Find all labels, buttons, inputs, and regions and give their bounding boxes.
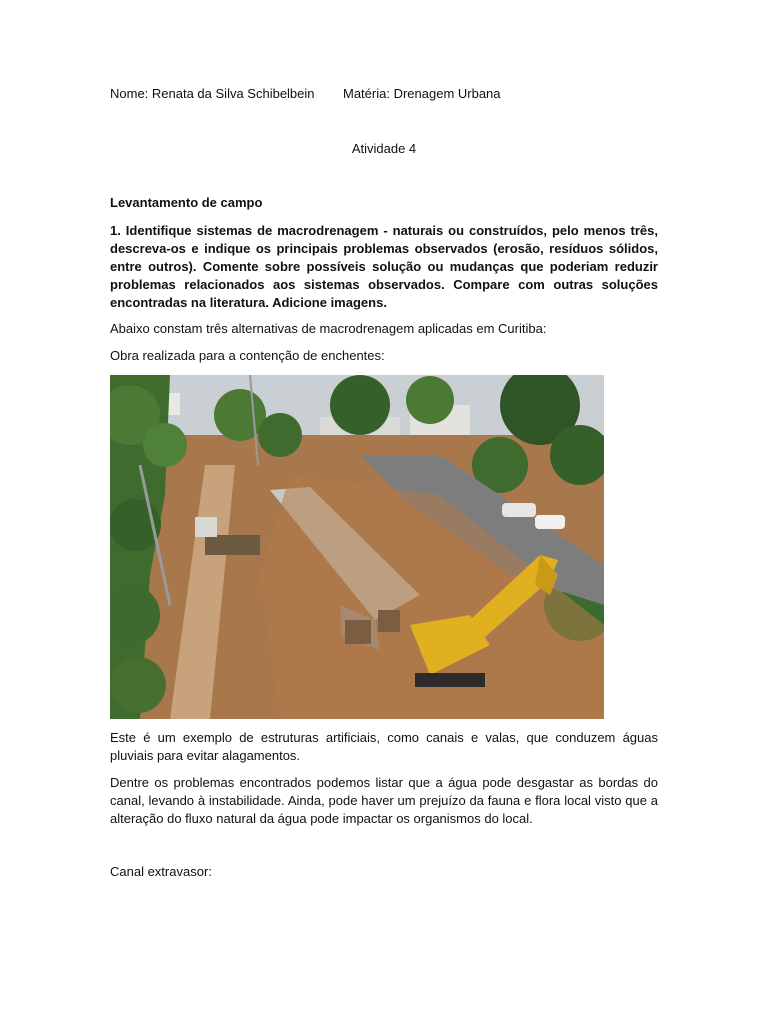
student-name: Nome: Renata da Silva Schibelbein [110, 86, 315, 101]
intro-paragraph: Abaixo constam três alternativas de macrodrenagem aplicadas em Curitiba: [110, 321, 547, 336]
section-heading: Levantamento de campo [110, 195, 263, 210]
problems-paragraph: Dentre os problemas encontrados podemos listar que a água pode desgastar as bordas do canal, levando à instabilidade. Ainda, pode haver um prejuízo da fauna e flora local visto que a alteração do fluxo natural da água pode impactar os organismos do local. [110, 775, 658, 826]
page-title: Atividade 4 [351, 141, 417, 156]
aerial-construction-photo [110, 375, 604, 719]
subject: Matéria: Drenagem Urbana [343, 86, 501, 101]
description-paragraph: Este é um exemplo de estruturas artificiais, como canais e valas, que conduzem águas pluviais para evitar alagamentos. [110, 730, 658, 763]
photo-caption: Obra realizada para a contenção de enchentes: [110, 348, 385, 363]
next-caption: Canal extravasor: [110, 864, 212, 879]
question-text: 1. Identifique sistemas de macrodrenagem - naturais ou construídos, pelo menos três, descreva-os e indique os principais problemas observados (erosão, resíduos sólidos, entre outros). Comente sobre possíveis solução ou mudanças que poderiam reduzir problemas relacionados aos sistemas observados. Compare com outras soluções encontradas na literatura. Adicione imagens. [110, 223, 658, 310]
